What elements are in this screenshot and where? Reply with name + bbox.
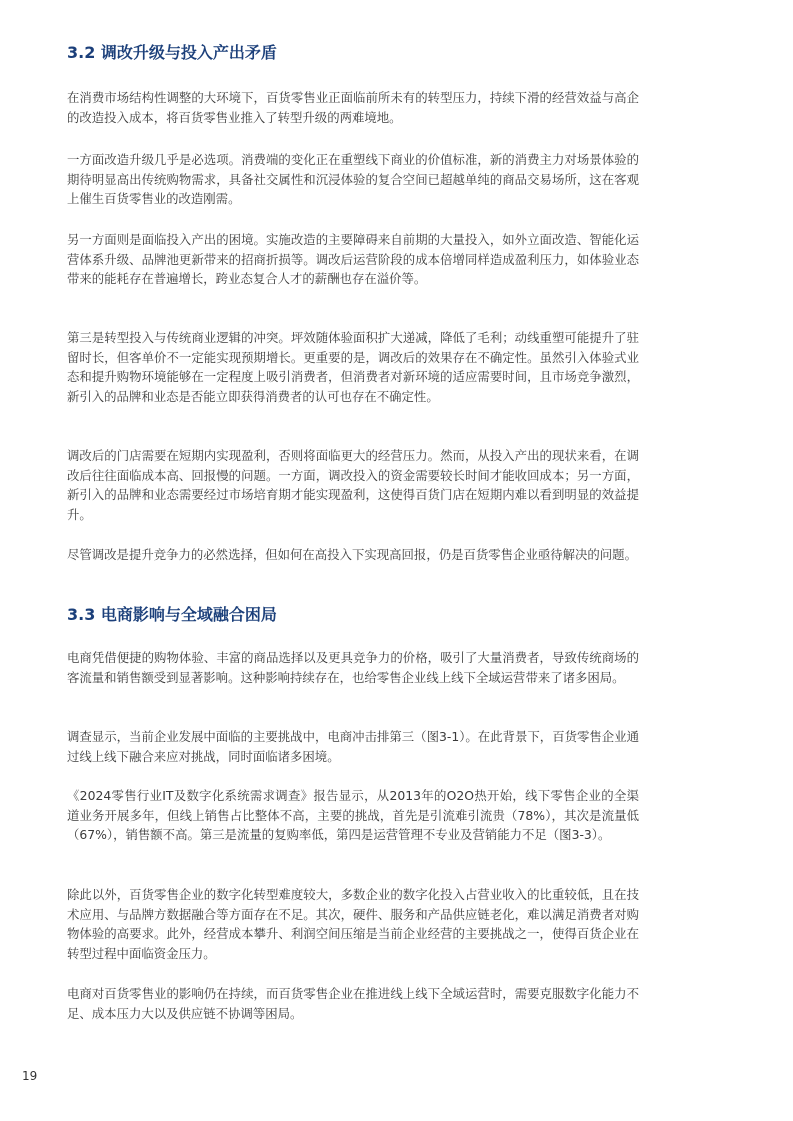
paragraph: 一方面改造升级几乎是必选项。消费端的变化正在重塑线下商业的价值标准，新的消费主力对场景体验的期待明显高出传统购物需求，具备社交属性和沉浸体验的复合空间已超越单纯的商品交易场所，这在客观上催生百货零售业的改造刚需。 bbox=[67, 152, 639, 206]
paragraph: 调改后的门店需要在短期内实现盈利，否则将面临更大的经营压力。然而，从投入产出的现状来看，在调改后往往面临成本高、回报慢的问题。一方面，调改投入的资金需要较长时间才能收回成本；另一方面，新引入的品牌和业态需要经过市场培育期才能实现盈利，这使得百货门店在短期内难以看到明显的效益提升。 bbox=[67, 448, 639, 522]
paragraph: 除此以外，百货零售企业的数字化转型难度较大，多数企业的数字化投入占营业收入的比重较低，且在技术应用、与品牌方数据融合等方面存在不足。其次，硬件、服务和产品供应链老化，难以满足消费者对购物体验的高要求。此外，经营成本攀升、利润空间压缩是当前企业经营的主要挑战之一，使得百货企业在转型过程中面临资金压力。 bbox=[67, 887, 639, 961]
paragraph: 在消费市场结构性调整的大环境下，百货零售业正面临前所未有的转型压力，持续下滑的经营效益与高企的改造投入成本，将百货零售业推入了转型升级的两难境地。 bbox=[67, 90, 639, 125]
paragraph: 电商对百货零售业的影响仍在持续，而百货零售企业在推进线上线下全域运营时，需要克服数字化能力不足、成本压力大以及供应链不协调等困局。 bbox=[67, 986, 639, 1021]
paragraph: 电商凭借便捷的购物体验、丰富的商品选择以及更具竞争力的价格，吸引了大量消费者，导致传统商场的客流量和销售额受到显著影响。这种影响持续存在，也给零售企业线上线下全域运营带来了诸多困局。 bbox=[67, 650, 639, 685]
section-3-2-heading: 3.2 调改升级与投入产出矛盾 bbox=[67, 43, 277, 62]
section-3-3-heading: 3.3 电商影响与全域融合困局 bbox=[67, 605, 277, 624]
paragraph: 另一方面则是面临投入产出的困境。实施改造的主要障碍来自前期的大量投入，如外立面改造、智能化运营体系升级、品牌池更新带来的招商折损等。调改后运营阶段的成本倍增同样造成盈利压力，如体验业态带来的能耗存在普遍增长，跨业态复合人才的薪酬也存在溢价等。 bbox=[67, 232, 639, 286]
paragraph: 第三是转型投入与传统商业逻辑的冲突。坪效随体验面积扩大递减，降低了毛利；动线重塑可能提升了驻留时长，但客单价不一定能实现预期增长。更重要的是，调改后的效果存在不确定性。虽然引入体验式业态和提升购物环境能够在一定程度上吸引消费者，但消费者对新环境的适应需要时间，且市场竞争激烈，新引入的品牌和业态是否能立即获得消费者的认可也存在不确定性。 bbox=[67, 330, 639, 404]
paragraph: 《2024零售行业IT及数字化系统需求调查》报告显示，从2013年的O2O热开始，线下零售企业的全渠道业务开展多年，但线上销售占比整体不高，主要的挑战，首先是引流难引流贵（78%），其次是流量低（67%），销售额不高。第三是流量的复购率低，第四是运营管理不专业及营销能力不足（图3-3）。 bbox=[67, 788, 639, 842]
page-number: 19 bbox=[22, 1069, 38, 1083]
paragraph: 调查显示，当前企业发展中面临的主要挑战中，电商冲击排第三（图3-1）。在此背景下，百货零售企业通过线上线下融合来应对挑战，同时面临诸多困境。 bbox=[67, 729, 639, 764]
paragraph: 尽管调改是提升竞争力的必然选择，但如何在高投入下实现高回报，仍是百货零售企业亟待解决的问题。 bbox=[67, 547, 637, 562]
